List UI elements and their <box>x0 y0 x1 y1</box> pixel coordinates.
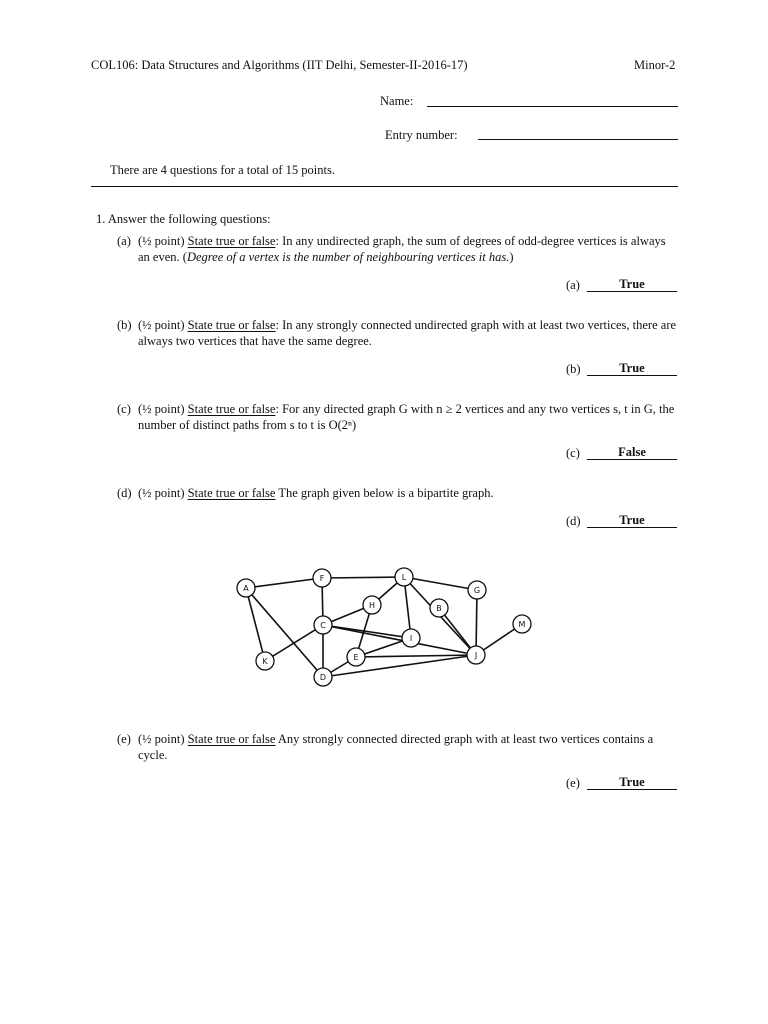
statement: For any directed graph G with n ≥ 2 vertices and any two vertices s, t in G, the number of distinct paths from s to t is O(2ⁿ) <box>138 402 675 432</box>
statement: Any strongly connected directed graph with at least two vertices contains a cycle. <box>138 732 654 762</box>
graph-node-label: K <box>262 657 268 666</box>
answer-label: (c) <box>566 446 580 460</box>
points: (½ point) <box>138 402 185 416</box>
answer-label: (b) <box>566 362 581 376</box>
instruction: State true or false <box>187 732 276 746</box>
name-label: Name: <box>380 94 414 108</box>
part-e <box>117 731 678 763</box>
graph-node-label: J <box>474 651 478 660</box>
graph-node-label: H <box>368 601 376 610</box>
instruction: State true or false <box>187 318 276 332</box>
graph-node-G <box>468 581 486 599</box>
graph-edge-E-J <box>356 655 476 657</box>
graph-node-B <box>430 599 448 617</box>
answer-value[interactable]: False <box>587 446 677 460</box>
answer-label: (a) <box>566 278 580 292</box>
statement: In any undirected graph, the sum of degrees of odd-degree vertices is always an even. ( <box>138 234 666 264</box>
part-tag: (c) <box>117 402 131 416</box>
points: (½ point) <box>138 318 185 332</box>
graph-node-J <box>467 646 485 664</box>
instruction: State true or false <box>187 486 276 500</box>
separator: : <box>275 234 279 248</box>
graph-node-D <box>314 668 332 686</box>
graph-node-label: C <box>320 621 326 630</box>
answer-value[interactable]: True <box>587 514 677 528</box>
graph-node-label: I <box>409 634 413 643</box>
separator: : <box>275 402 279 416</box>
graph-edge-F-L <box>322 577 404 578</box>
graph-node-label: M <box>518 620 526 629</box>
graph-node-F <box>313 569 331 587</box>
part-tag: (e) <box>117 732 131 746</box>
instruction: State true or false <box>187 402 276 416</box>
graph-node-label: G <box>473 586 481 595</box>
graph-edge-A-F <box>246 578 322 588</box>
points: (½ point) <box>138 732 185 746</box>
graph-node-K <box>256 652 274 670</box>
graph-edge-D-J <box>323 655 476 677</box>
part-tag: (d) <box>117 486 132 500</box>
part-tag: (b) <box>117 318 132 332</box>
points: (½ point) <box>138 234 185 248</box>
graph-node-C <box>314 616 332 634</box>
graph-node-label: L <box>401 573 407 582</box>
points: (½ point) <box>138 486 185 500</box>
entry-number-label: Entry number: <box>385 128 458 142</box>
graph-node-label: A <box>243 584 249 593</box>
graph-node-A <box>237 579 255 597</box>
instruction: State true or false <box>187 234 276 248</box>
exam-title: Minor-2 <box>634 58 676 72</box>
separator: : <box>275 318 279 332</box>
answer-label: (d) <box>566 514 581 528</box>
graph-node-H <box>363 596 381 614</box>
answer-value[interactable]: True <box>587 776 677 790</box>
graph-node-L <box>395 568 413 586</box>
graph-node-I <box>402 629 420 647</box>
statement: In any strongly connected undirected graph with at least two vertices, there are always two vertices that have the same degree. <box>138 318 677 348</box>
question-number: 1. <box>96 212 106 226</box>
statement: The graph given below is a bipartite graph. <box>275 486 494 500</box>
graph-node-label: D <box>319 673 327 682</box>
answer-value[interactable]: True <box>587 362 677 376</box>
graph-edge-G-J <box>476 590 477 655</box>
part-tag: (a) <box>117 234 131 248</box>
intro-text: There are 4 questions for a total of 15 points. <box>110 163 335 177</box>
graph-node-label: E <box>353 653 359 662</box>
statement-end: ) <box>509 250 514 264</box>
note: Degree of a vertex is the number of neighbouring vertices it has. <box>186 250 510 264</box>
course-title: COL106: Data Structures and Algorithms (IIT Delhi, Semester-II-2016-17) <box>91 58 468 72</box>
graph-node-M <box>513 615 531 633</box>
graph-node-E <box>347 648 365 666</box>
graph-node-label: B <box>436 604 442 613</box>
question-prompt: Answer the following questions: <box>107 212 271 226</box>
graph-node-label: F <box>319 574 325 583</box>
graph-edge-C-K <box>265 625 323 661</box>
answer-label: (e) <box>566 776 580 790</box>
answer-value[interactable]: True <box>587 278 677 292</box>
